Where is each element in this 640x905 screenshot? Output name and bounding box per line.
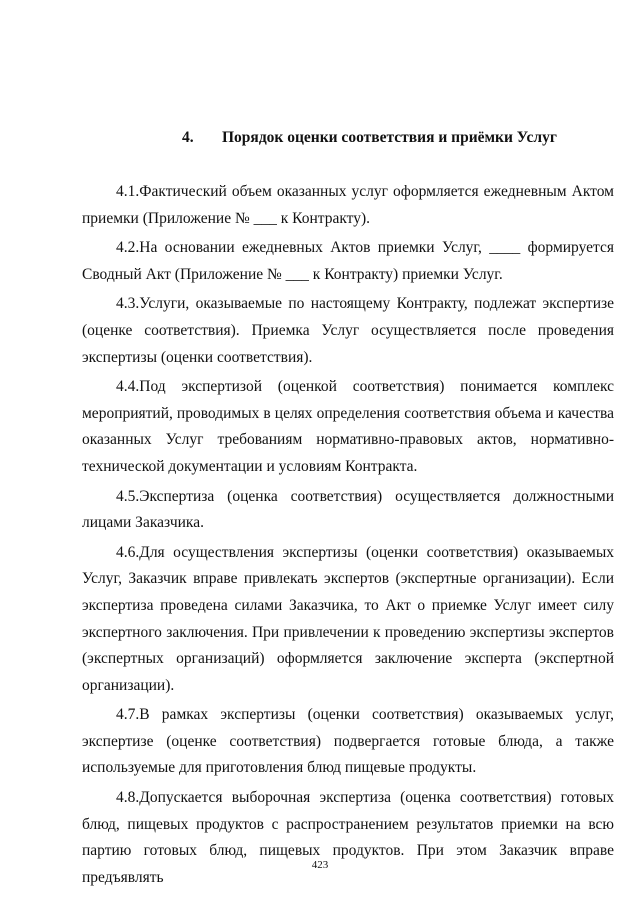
paragraph-4-5: 4.5.Экспертиза (оценка соответствия) осуществляется должностными лицами Заказчика. <box>82 487 614 532</box>
paragraph-4-2: 4.2.На основании ежедневных Актов приемки Услуг, ____ формируется Сводный Акт (Приложение № ___ к Контракту) приемки Услуг. <box>82 239 614 283</box>
section-title: Порядок оценки соответствия и приёмки Услуг <box>222 129 557 146</box>
section-body <box>82 179 614 894</box>
paragraph-4-7: 4.7.В рамках экспертизы (оценки соответствия) оказываемых услуг, экспертизе (оценке соответствия) подвергается готовые блюда, а также используемые для приготовления блюд пищевые продукты. <box>82 706 614 777</box>
paragraph-4-3: 4.3.Услуги, оказываемые по настоящему Контракту, подлежат экспертизе (оценке соответствия). Приемка Услуг осуществляется после проведения экспертизы (оценки соответствия). <box>82 295 614 366</box>
page-number: 423 <box>311 859 329 871</box>
paragraph-4-6: 4.6.Для осуществления экспертизы (оценки соответствия) оказываемых Услуг, Заказчик вправе привлекать экспертов (экспертные организации). Если экспертиза проведена силами Заказчика, то Акт о приемке Услуг имеет силу экспертного заключения. При привлечении к проведению экспертизы экспертов (экспертных организаций) оформляется заключение эксперта (экспертной организации). <box>82 543 614 694</box>
paragraph-4-4: 4.4.Под экспертизой (оценкой соответствия) понимается комплекс мероприятий, проводимых в целях определения соответствия объема и качества оказанных Услуг требованиям нормативно-правовых актов, нормативно-технической документации и условиям Контракта. <box>82 378 614 475</box>
section-number: 4. <box>182 129 194 146</box>
paragraph-4-8: 4.8.Допускается выборочная экспертиза (оценка соответствия) готовых блюд, пищевых продуктов с распространением результатов приемки на всю партию готовых блюд, пищевых продуктов. При этом Заказчик вправе предъявлять <box>82 789 614 886</box>
paragraph-4-1: 4.1.Фактический объем оказанных услуг оформляется ежедневным Актом приемки (Приложение № ___ к Контракту). <box>82 183 614 227</box>
